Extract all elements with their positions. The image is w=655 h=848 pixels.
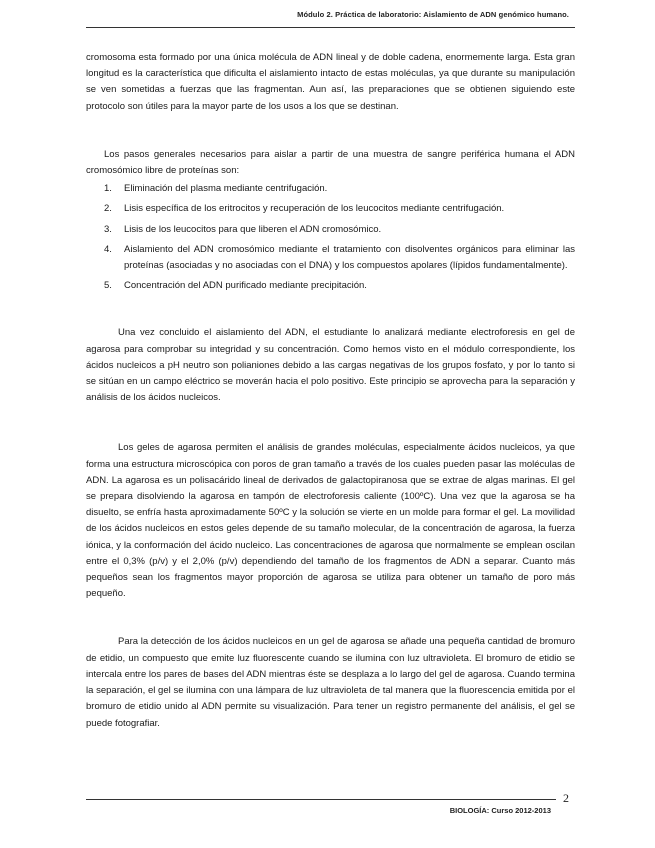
list-item	[86, 201, 575, 217]
list-item-text: Lisis específica de los eritrocitos y recuperación de los leucocitos mediante centrifugación.	[124, 203, 505, 215]
page-body	[86, 50, 575, 732]
list-item-number: 1.	[104, 183, 112, 195]
running-footer: BIOLOGÍA: Curso 2012-2013	[449, 806, 551, 815]
running-header: Módulo 2. Práctica de laboratorio: Aislamiento de ADN genómico humano.	[297, 10, 569, 19]
page-number: 2	[563, 791, 569, 805]
paragraph-deteccion: Para la detección de los ácidos nucleicos en un gel de agarosa se añade una pequeña cantidad de bromuro de etidio, un compuesto que emite luz fluorescente cuando se ilumina con luz ultravioleta. El bromuro de etidio se intercala entre los pares de bases del ADN mientras éste se desplaza a lo largo del gel de agarosa. Cuando termina la separación, el gel se ilumina con una lámpara de luz ultravioleta de tal manera que la fluorescencia emitida por el bromuro de etidio unido al ADN permite su visualización. Para tener un registro permanente del análisis, el gel se puede fotografiar.	[86, 636, 575, 729]
list-item-number: 5.	[104, 280, 112, 292]
list-item-number: 4.	[104, 243, 112, 255]
footer-divider	[86, 799, 556, 800]
list-item-text: Eliminación del plasma mediante centrifugación.	[124, 183, 328, 195]
list-item-text: Lisis de los leucocitos para que liberen el ADN cromosómico.	[124, 223, 382, 235]
list-item-text: Concentración del ADN purificado mediante precipitación.	[124, 280, 367, 292]
steps-list	[86, 181, 575, 294]
list-item-number: 2.	[104, 203, 112, 215]
list-item-number: 3.	[104, 223, 112, 235]
paragraph-electroforesis: Una vez concluido el aislamiento del ADN, el estudiante lo analizará mediante electroforesis en gel de agarosa para comprobar su integridad y su concentración. Como hemos visto en el módulo correspondiente, los ácidos nucleicos a pH neutro son polianiones debido a las cargas negativas de los grupos fosfato, y por lo tanto si se sitúan en un campo eléctrico se moverán hacia el polo positivo. Este principio se aprovecha para la separación y análisis de los ácidos nucleicos.	[86, 327, 575, 404]
paragraph-intro: cromosoma esta formado por una única molécula de ADN lineal y de doble cadena, enormemente larga. Esta gran longitud es la característica que dificulta el aislamiento intacto de estas moléculas, ya que durante su manipulación se ven sometidas a fuerzas que las fragmentan. Aun así, las preparaciones que se obtienen siguiendo este protocolo son útiles para la mayor parte de los usos a los que se destinan.	[86, 52, 575, 112]
paragraph-geles-agarosa: Los geles de agarosa permiten el análisis de grandes moléculas, especialmente ácidos nucleicos, ya que forma una estructura microscópica con poros de gran tamaño a través de los cuales pueden pasar las moléculas de ADN. La agarosa es un polisacárido lineal de derivados de galactopiranosa que se extrae de algas marinas. El gel se prepara disolviendo la agarosa en tampón de electroforesis caliente (100ºC). Una vez que la agarosa se ha disuelto, se enfría hasta aproximadamente 50ºC y la solución se vierte en un molde para formar el gel. La movilidad de los ácidos nucleicos en estos geles depende de su tamaño molecular, de la concentración de agarosa, la fuerza iónica, y la conformación del ácido nucleico. Las concentraciones de agarosa que normalmente se emplean oscilan entre el 0,3% (p/v) y el 2,0% (p/v) dependiendo del tamaño de los fragmentos de ADN a separar. Cuanto más pequeños sean los fragmentos mayor proporción de agarosa se utiliza para obtener un tamaño de poro más pequeño.	[86, 442, 575, 600]
list-item	[86, 222, 575, 238]
list-item-text: Aislamiento del ADN cromosómico mediante el tratamiento con disolventes orgánicos para eliminar las proteínas (asociadas y no asociadas con el DNA) y los compuestos apolares (lípidos fundamentalmente).	[124, 243, 575, 272]
paragraph-steps-intro: Los pasos generales necesarios para aislar a partir de una muestra de sangre periférica humana el ADN cromosómico libre de proteínas son:	[86, 148, 575, 177]
list-item	[86, 181, 575, 197]
list-item	[86, 278, 575, 294]
list-item	[86, 242, 575, 274]
header-divider	[86, 27, 575, 28]
